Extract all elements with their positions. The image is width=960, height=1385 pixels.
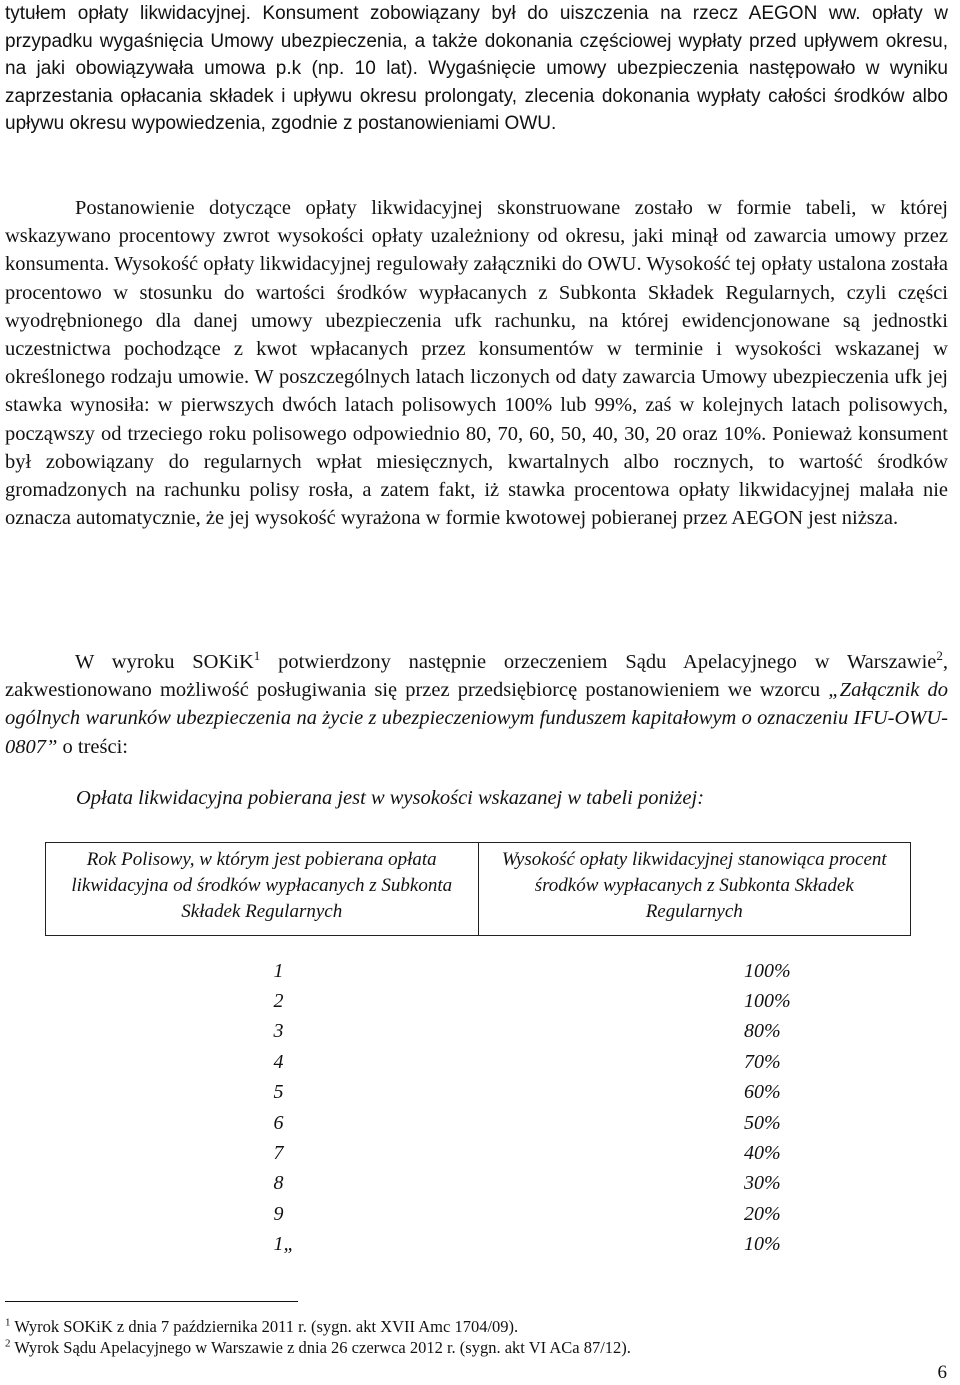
cell-percent: 80% (744, 1020, 781, 1043)
paragraph-liquidation-fee-intro: tytułem opłaty likwidacyjnej. Konsument zobowiązany był do uiszczenia na rzecz AEGON ww. opłaty w przypadku wygaśnięcia Umowy ubezpieczenia, a także dokonania częściowej wypłaty przed upływem okresu, na jaki obowiązywała umowa p.k (np. 10 lat). Wygaśnięcie umowy ubezpieczenia następowało w wyniku zaprzestania opłacania składek i upływu okresu prolongaty, zlecenia dokonania wypłaty całości środków albo upływu okresu wypowiedzenia, zgodnie z postanowieniami OWU. (5, 3, 948, 134)
paragraph-sokik-ruling (5, 648, 948, 761)
cell-percent: 30% (744, 1172, 781, 1195)
cell-percent: 100% (744, 959, 791, 982)
cell-year: 7 (273, 1142, 284, 1165)
cell-percent: 20% (744, 1202, 781, 1225)
ruling-text-part-3: , zakwestionowano możliwość posługiwania się przez przedsiębiorcę postanowieniem we wzorcu (5, 651, 949, 702)
cell-year: 3 (273, 1020, 284, 1043)
footnote-text: Wyrok Sądu Apelacyjnego w Warszawie z dnia 26 czerwca 2012 r. (sygn. akt VI ACa 87/12). (10, 1338, 631, 1357)
table-row (46, 1017, 911, 1047)
footnote-2 (5, 1337, 631, 1359)
cell-year: 5 (273, 1081, 284, 1104)
ruling-quoted-document-title: „Załącznik do ogólnych warunków ubezpieczenia na życie z ubezpieczeniowym funduszem kapitałowym o oznaczeniu IFU-OWU-0807” (5, 679, 948, 758)
cell-year: 8 (273, 1172, 284, 1195)
footnote-number: 1 (5, 1316, 11, 1329)
cell-percent: 50% (744, 1111, 781, 1134)
cell-percent: 10% (744, 1233, 781, 1256)
cell-year: 1 (273, 959, 284, 982)
cell-year: 4 (273, 1050, 284, 1073)
footnote-divider (5, 1301, 298, 1302)
table-row (46, 1199, 911, 1229)
table-row (46, 1138, 911, 1168)
table-header-row (46, 843, 911, 936)
table-row (46, 1108, 911, 1138)
ruling-text-part-2: potwierdzony następnie orzeczeniem Sądu Apelacyjnego w Warszawie (260, 651, 937, 673)
ruling-text-part-1: W wyroku SOKiK (75, 651, 254, 673)
page-number: 6 (937, 1362, 947, 1383)
footnote-number: 2 (5, 1337, 11, 1350)
cell-year: 6 (273, 1111, 284, 1134)
cell-percent: 70% (744, 1050, 781, 1073)
table-lead-sentence: Opłata likwidacyjna pobierana jest w wysokości wskazanej w tabeli poniżej: (76, 787, 705, 809)
liquidation-fee-table (45, 842, 911, 1260)
footnote-1 (5, 1316, 518, 1338)
cell-percent: 100% (744, 990, 791, 1013)
table-row (46, 1078, 911, 1108)
header-policy-year: Rok Polisowy, w którym jest pobierana opłata likwidacyjna od środków wypłacanych z Subkonta Składek Regularnych (46, 843, 479, 936)
table-row (46, 986, 911, 1016)
table-row (46, 1169, 911, 1199)
paragraph-fee-table-description: Postanowienie dotyczące opłaty likwidacyjnej skonstruowane zostało w formie tabeli, w której wskazywano procentowy zwrot wysokości opłaty uzależniony od okresu, jaki minął od zawarcia umowy przez konsumenta. Wysokość opłaty likwidacyjnej regulowały załączniki do OWU. Wysokość tej opłaty ustalona została procentowo w stosunku do wartości środków wypłacanych z Subkonta Składek Regularnych, czyli części wyodrębnionego dla danej umowy ubezpieczenia ufk rachunku, na której ewidencjonowane są jednostki uczestnictwa pochodzące z kwot wpłacanych przez konsumentów w terminie i wysokości wskazanej w określonego rodzaju umowie. W poszczególnych latach liczonych od daty zawarcia Umowy ubezpieczenia ufk jej stawka wynosiła: w pierwszych dwóch latach polisowych 100% lub 99%, zaś w kolejnych latach polisowych, począwszy od trzeciego roku polisowego odpowiednio 80, 70, 60, 50, 40, 30, 20 oraz 10%. Ponieważ konsument był zobowiązany do regularnych wpłat miesięcznych, kwartalnych albo rocznych, to wartość środków gromadzonych na rachunku polisy rosła, a zatem fakt, iż stawka procentowa opłaty likwidacyjnej malała nie oznacza automatycznie, że jej wysokość wyrażona w formie kwotowej pobieranej przez AEGON jest niższa. (5, 197, 948, 530)
footnote-ref-1: 1 (253, 648, 261, 664)
header-fee-percent: Wysokość opłaty likwidacyjnej stanowiąca procent środków wypłacanych z Subkonta Składek Regularnych (478, 843, 911, 936)
table-row (46, 956, 911, 986)
cell-percent: 40% (744, 1142, 781, 1165)
ruling-text-part-4: o treści: (57, 735, 128, 758)
cell-year: 2 (273, 990, 284, 1013)
cell-year: 1„ (273, 1233, 295, 1256)
footnote-ref-2: 2 (936, 648, 943, 664)
footnote-text: Wyrok SOKiK z dnia 7 października 2011 r. (sygn. akt XVII Amc 1704/09). (10, 1317, 519, 1336)
cell-year: 9 (273, 1202, 284, 1225)
cell-percent: 60% (744, 1081, 781, 1104)
table-row (46, 1047, 911, 1077)
table-row (46, 1230, 911, 1260)
